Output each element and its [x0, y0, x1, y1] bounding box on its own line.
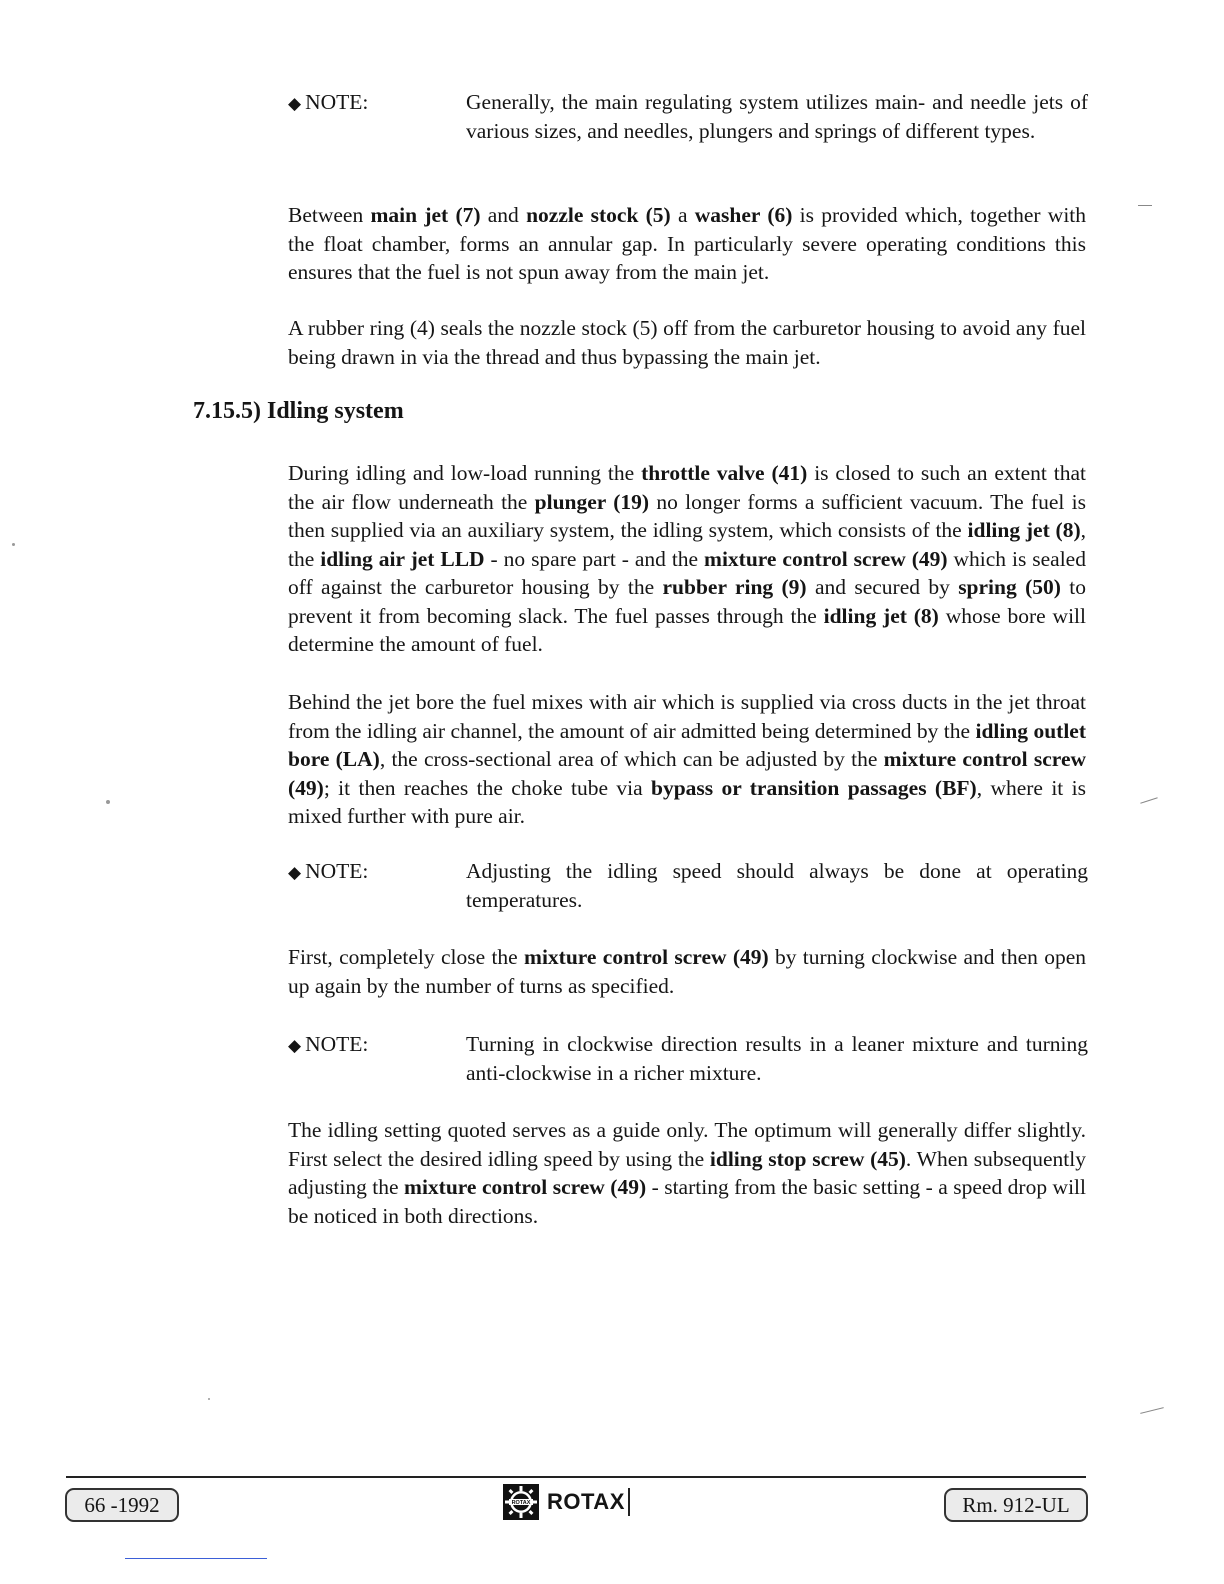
note-main-regulating — [288, 88, 1088, 145]
paragraph-idling-system: During idling and low-load running the throttle valve (41) is closed to such an extent that the air flow underneath the plunger (19) no longer forms a sufficient vacuum. The fuel is then supplied via an auxiliary system, the idling system, which consists of the idling jet (8), the idling air jet LLD - no spare part - and the mixture control screw (49) which is sealed off against the carburetor housing by the rubber ring (9) and secured by spring (50) to prevent it from becoming slack. The fuel passes through the idling jet (8) whose bore will determine the amount of fuel. — [288, 461, 1087, 656]
footer-manual-id-box: Rm. 912-UL — [944, 1488, 1088, 1522]
footer-rule — [66, 1476, 1086, 1478]
rotax-logo — [503, 1484, 643, 1522]
note-label: NOTE: — [305, 859, 369, 883]
paragraph-close-screw: First, completely close the mixture control screw (49) by turning clockwise and then open up again by the number of turns as specified. — [288, 945, 1086, 998]
svg-text:ROTAX: ROTAX — [511, 1500, 531, 1506]
scan-speck — [12, 543, 15, 546]
note-text: Adjusting the idling speed should always be done at operating temperatures. — [466, 859, 1088, 912]
scan-speck — [106, 800, 110, 804]
scan-blue-line — [125, 1558, 267, 1559]
rotax-logo-icon — [503, 1484, 539, 1520]
paragraph-rubber-ring: A rubber ring (4) seals the nozzle stock (5) off from the carburetor housing to avoid any fuel being drawn in via the thread and thus bypassing the main jet. — [288, 316, 1086, 369]
margin-mark — [1140, 797, 1157, 804]
note-text: Turning in clockwise direction results in a leaner mixture and turning anti-clockwise in a richer mixture. — [466, 1032, 1088, 1085]
paragraph-jet-bore: Behind the jet bore the fuel mixes with air which is supplied via cross ducts in the jet throat from the idling air channel, the amount of air admitted being determined by the idling outlet bore (LA), the cross-sectional area of which can be adjusted by the mixture control screw (49); it then reaches the choke tube via bypass or transition passages (BF), where it is mixed further with pure air. — [288, 690, 1087, 828]
margin-mark — [1140, 1407, 1164, 1414]
note-clockwise — [288, 1030, 1088, 1087]
note-idling-speed — [288, 857, 1088, 914]
margin-mark — [1138, 205, 1152, 206]
footer-date-box: 66 -1992 — [65, 1488, 179, 1522]
paragraph-washer: Between main jet (7) and nozzle stock (5) a washer (6) is provided which, together with the float chamber, forms an annular gap. In particularly severe operating conditions this ensures that the fuel is not spun away from the main jet. — [288, 203, 1087, 284]
paragraph-idling-setting: The idling setting quoted serves as a guide only. The optimum will generally differ slightly. First select the desired idling speed by using the idling stop screw (45). When subsequently adjusting the mixture control screw (49) - starting from the basic setting - a speed drop will be noticed in both directions. — [288, 1118, 1086, 1228]
brand-name: ROTAX — [547, 1488, 630, 1516]
scan-speck — [208, 1398, 210, 1400]
note-label: NOTE: — [305, 90, 369, 114]
section-heading: 7.15.5) Idling system — [193, 398, 404, 424]
diamond-icon: ◆ — [288, 863, 302, 883]
diamond-icon: ◆ — [288, 1036, 302, 1056]
diamond-icon: ◆ — [288, 94, 302, 114]
note-text: Generally, the main regulating system utilizes main- and needle jets of various sizes, and needles, plungers and springs of different types. — [466, 90, 1088, 143]
note-label: NOTE: — [305, 1032, 369, 1056]
